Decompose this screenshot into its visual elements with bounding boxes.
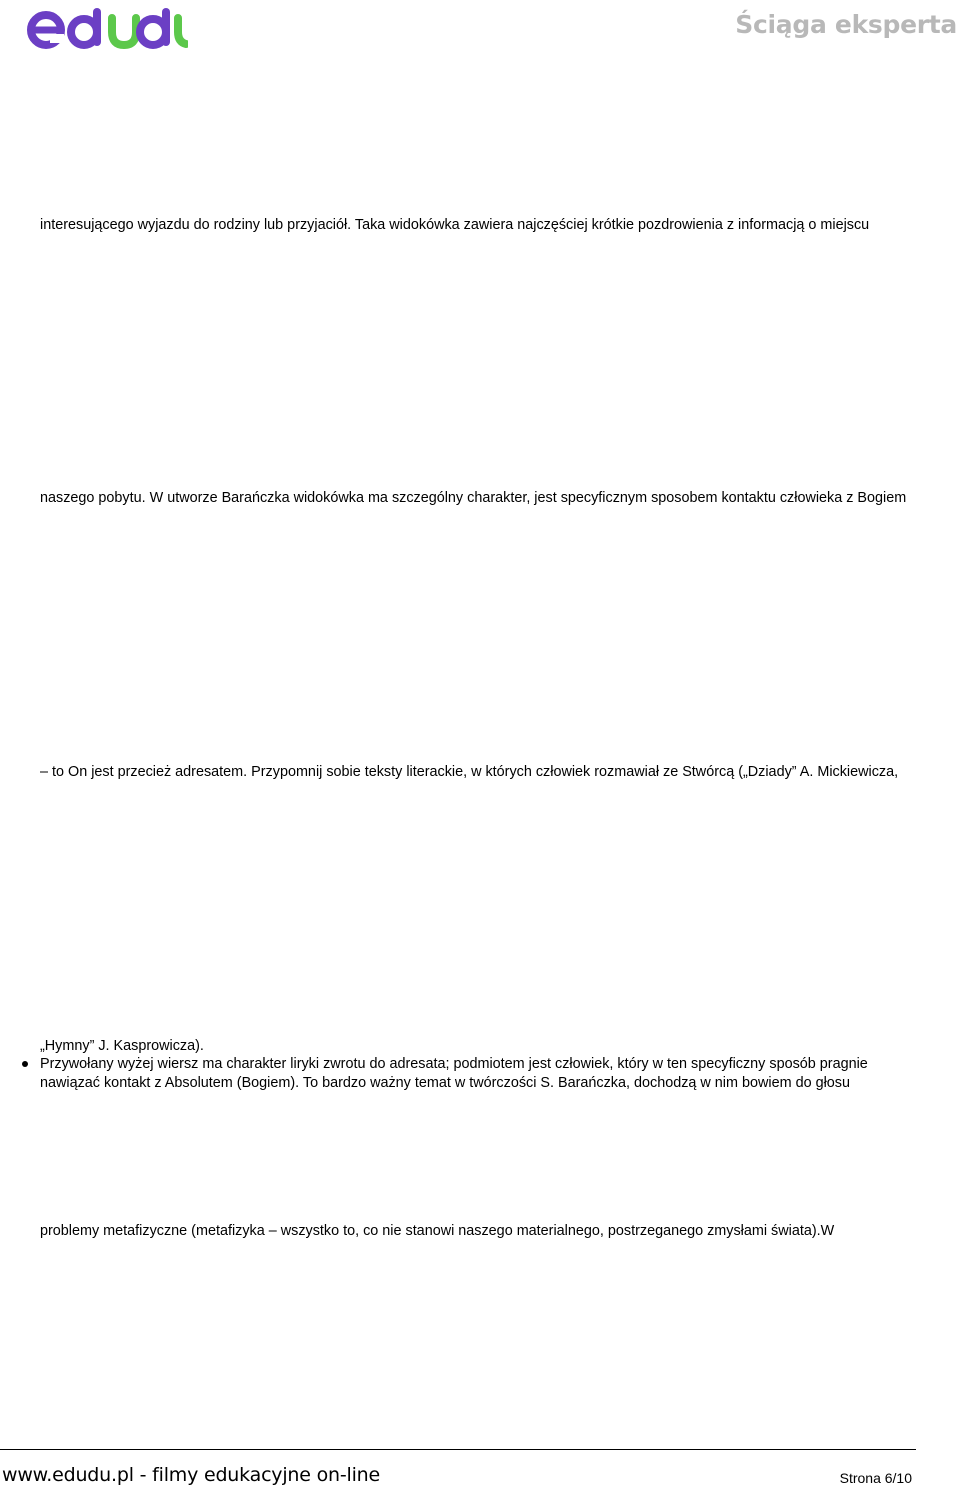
footer-site-link[interactable]: www.edudu.pl - filmy edukacyjne on-line	[2, 1464, 381, 1486]
page-number: Strona 6/10	[839, 1470, 912, 1486]
edudu-logo[interactable]	[26, 4, 188, 52]
paragraph-line-5: problemy metafizyczne (metafizyka – wszystko to, co nie stanowi naszego materialnego, postrzeganego zmysłami świata).W	[40, 1223, 835, 1239]
paragraph-line-3: – to On jest przecież adresatem. Przypomnij sobie teksty literackie, w których człowiek rozmawiał ze Stwórcą („Dziady” A. Mickiewicza,	[40, 764, 899, 780]
footer-divider	[0, 1449, 916, 1450]
list-item-text: Przywołany wyżej wiersz ma charakter liryki zwrotu do adresata; podmiotem jest człowiek, który w ten specyficzny sposób pragnie nawiązać kontakt z Absolutem (Bogiem). To bardzo ważny temat w twórczości S. Barańczka, dochodzą w nim bowiem do głosu	[40, 1056, 868, 1091]
paragraph-line-4: „Hymny” J. Kasprowicza).	[40, 1038, 204, 1054]
tagline: Ściąga eksperta	[735, 10, 957, 39]
paragraph-line-2: naszego pobytu. W utworze Barańczka widokówka ma szczególny charakter, jest specyficznym sposobem kontaktu człowieka z Bogiem	[40, 490, 907, 506]
bullet-icon	[22, 1061, 28, 1067]
paragraph-line-1: interesującego wyjazdu do rodziny lub przyjaciół. Taka widokówka zawiera najczęściej krótkie pozdrowienia z informacją o miejscu	[40, 217, 870, 233]
